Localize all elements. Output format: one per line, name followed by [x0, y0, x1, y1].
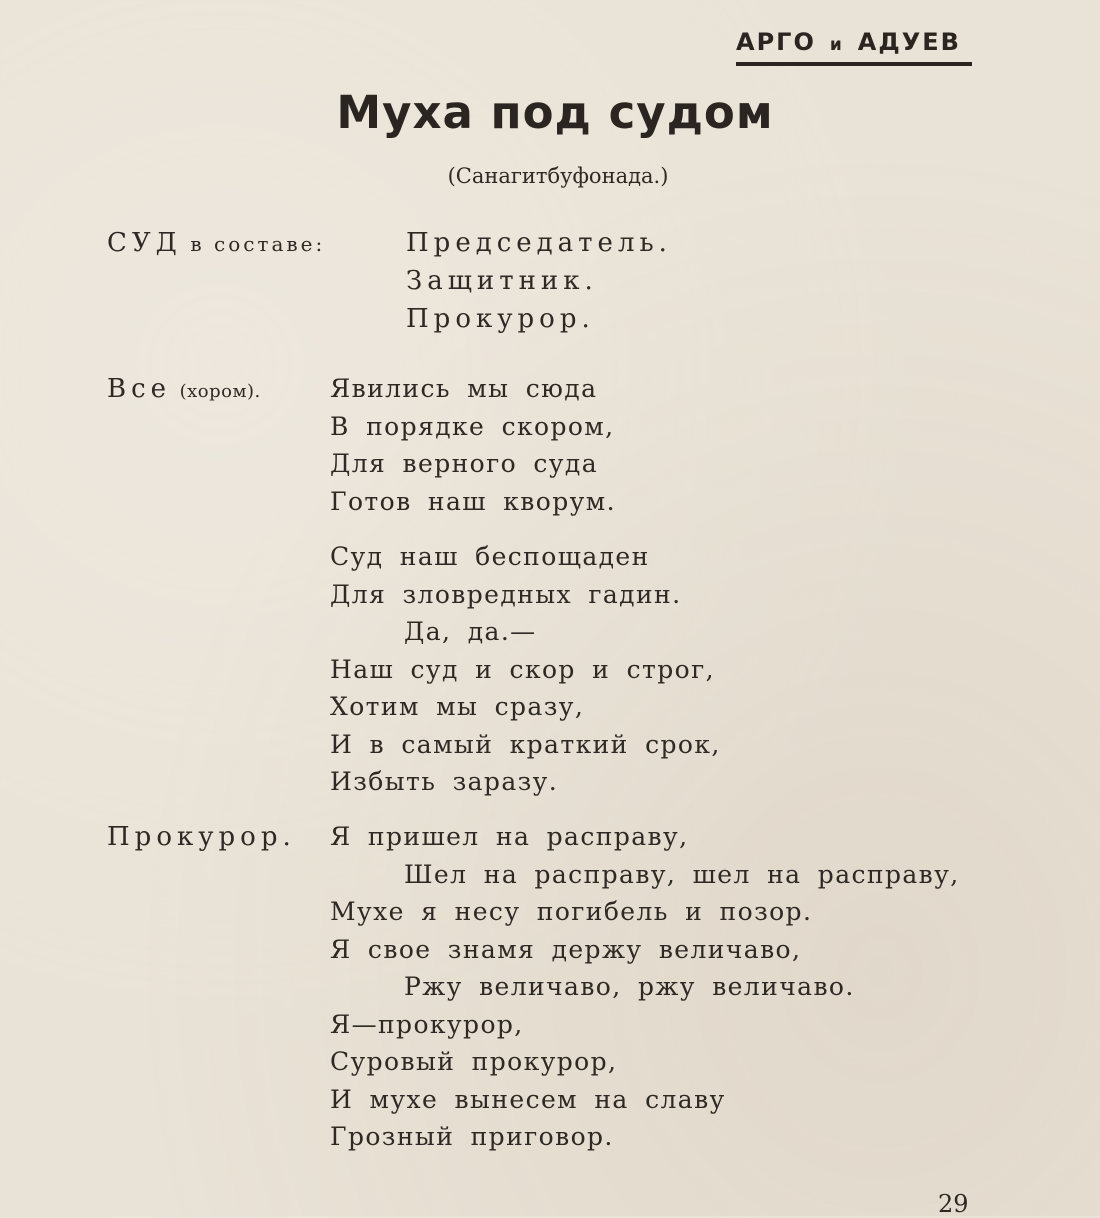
speaker-all-note: (хором). — [179, 381, 261, 402]
verse-line: Хотим мы сразу, — [330, 692, 585, 721]
court-heading — [107, 228, 325, 258]
speaker-prosecutor: Прокурор. — [107, 822, 296, 852]
speaker-all — [107, 374, 261, 404]
verse-line: Я—прокурор, — [330, 1009, 524, 1039]
court-member-chairman: Председатель. — [406, 228, 672, 258]
author-argo: АРГО — [736, 28, 816, 56]
chorus-stanza-1 — [330, 370, 616, 520]
verse-line: Я свое знамя держу величаво, — [330, 934, 802, 964]
verse-line: Шел на расправу, шел на расправу, — [404, 859, 960, 889]
verse-line: Для зловредных гадин. — [330, 579, 682, 609]
page-number: 29 — [938, 1190, 969, 1218]
prosecutor-verse — [330, 818, 960, 1156]
speaker-all-label: Все — [107, 374, 172, 404]
verse-line: Наш суд и скор и строг, — [330, 654, 715, 684]
subtitle: (Санагитбуфонада.) — [447, 164, 669, 188]
verse-line: Ржу величаво, ржу величаво. — [404, 972, 855, 1001]
verse-line: Явились мы сюда — [330, 374, 598, 403]
chorus-stanza-2 — [330, 538, 721, 801]
verse-line: Суд наш беспощаден — [330, 542, 650, 571]
verse-line: И мухе вынесем на славу — [330, 1084, 726, 1114]
verse-line: И в самый краткий срок, — [330, 729, 721, 759]
verse-line: В порядке скором, — [330, 411, 615, 441]
verse-line: Для верного суда — [330, 449, 599, 478]
author-aduev: АДУЕВ — [857, 28, 961, 56]
verse-line: Готов наш кворум. — [330, 486, 616, 516]
verse-line: Я пришел на расправу, — [330, 822, 689, 851]
court-member-defender: Защитник. — [406, 266, 598, 296]
court-composition: в составе: — [190, 232, 326, 256]
verse-line: Избыть заразу. — [330, 767, 559, 796]
verse-line: Мухе я несу погибель и позор. — [330, 897, 813, 926]
court-label: СУД — [107, 228, 182, 258]
verse-line: Суровый прокурор, — [330, 1047, 618, 1076]
author-conjunction: и — [829, 35, 844, 55]
running-header-authors — [736, 28, 972, 66]
page-title: Муха под судом — [336, 86, 774, 139]
verse-line: Да, да.— — [404, 617, 537, 646]
court-member-prosecutor: Прокурор. — [406, 304, 595, 334]
verse-line: Грозный приговор. — [330, 1122, 614, 1151]
